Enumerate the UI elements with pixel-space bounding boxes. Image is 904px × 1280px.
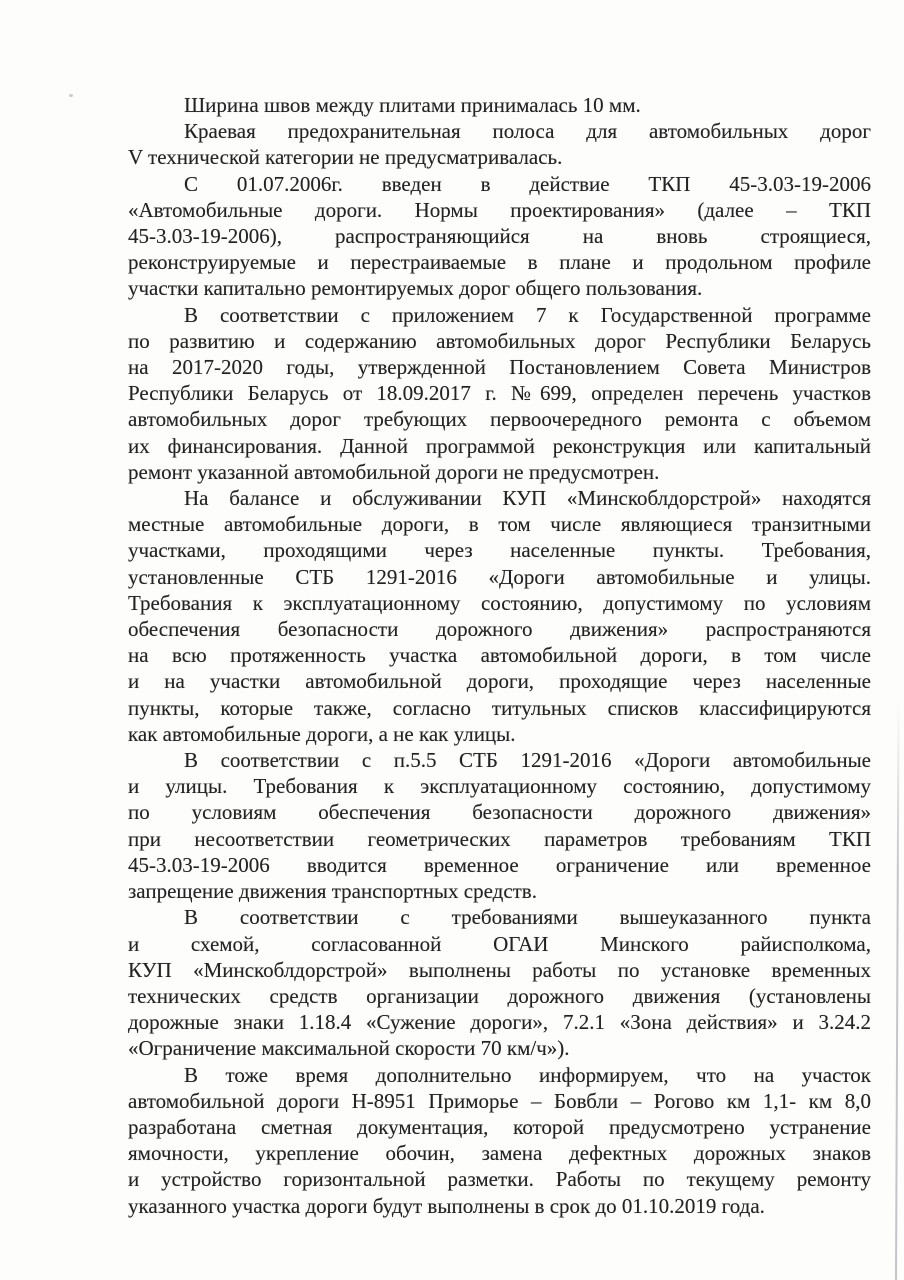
document-line: ремонт указанной автомобильной дороги не предусмотрен. [128, 459, 660, 484]
document-line: указанного участка дороги будут выполнены в срок до 01.10.2019 года. [128, 1193, 765, 1218]
document-text [128, 92, 871, 1219]
document-line: установленные СТБ 1291-2016 «Дороги автомобильные и улицы. [128, 564, 871, 589]
document-line: обеспечения безопасности дорожного движения» распространяются [128, 617, 871, 642]
document-line: запрещение движения транспортных средств. [128, 879, 537, 904]
document-line: автомобильных дорог требующих первоочередного ремонта с объемом [128, 407, 871, 432]
document-line: и устройство горизонтальной разметки. Работы по текущему ремонту [128, 1167, 871, 1192]
scan-speck [69, 94, 73, 97]
document-line: На балансе и обслуживании КУП «Минскоблдорстрой» находятся [184, 486, 871, 511]
document-line: автомобильной дороги Н-8951 Приморье – Бовбли – Рогово км 1,1- км 8,0 [128, 1088, 871, 1113]
document-line: на всю протяженность участка автомобильной дороги, в том числе [128, 643, 871, 668]
document-line: «Ограничение максимальной скорости 70 км/ч»). [128, 1036, 570, 1061]
document-line: В соответствии с требованиями вышеуказанного пункта [184, 905, 871, 930]
document-line: С 01.07.2006г. введен в действие ТКП 45-3.03-19-2006 [184, 171, 871, 196]
document-line: КУП «Минскоблдорстрой» выполнены работы по установке временных [128, 957, 871, 982]
document-line: разработана сметная документация, которой предусмотрено устранение [128, 1114, 871, 1139]
document-line: по развитию и содержанию автомобильных дорог Республики Беларусь [128, 328, 871, 353]
document-line: пункты, которые также, согласно титульных списков классифицируются [128, 695, 871, 720]
document-line: В соответствии с п.5.5 СТБ 1291-2016 «Дороги автомобильные [184, 748, 871, 773]
document-line: 45-3.03-19-2006 вводится временное ограничение или временное [128, 852, 871, 877]
document-line: ямочности, укрепление обочин, замена дефектных дорожных знаков [128, 1141, 871, 1166]
document-line: Требования к эксплуатационному состоянию, допустимому по условиям [128, 590, 871, 615]
document-line: В соответствии с приложением 7 к Государственной программе [184, 302, 871, 327]
document-line: 45-3.03-19-2006), распространяющийся на вновь строящиеся, [128, 224, 871, 249]
document-line: и на участки автомобильной дороги, проходящие через населенные [128, 669, 871, 694]
document-line: V технической категории не предусматривалась. [128, 145, 563, 170]
document-line: Республики Беларусь от 18.09.2017 г. №699, определен перечень участков [128, 381, 871, 406]
document-line: при несоответствии геометрических параметров требованиям ТКП [128, 826, 871, 851]
scan-artifact-line [895, 700, 900, 1280]
document-line: «Автомобильные дороги. Нормы проектирования» (далее – ТКП [128, 197, 871, 222]
document-line: Краевая предохранительная полоса для автомобильных дорог [184, 119, 871, 144]
document-line: участки капитально ремонтируемых дорог общего пользования. [128, 276, 703, 301]
document-line: по условиям обеспечения безопасности дорожного движения» [128, 800, 871, 825]
document-line: их финансирования. Данной программой реконструкция или капитальный [128, 433, 871, 458]
document-line: и схемой, согласованной ОГАИ Минского райисполкома, [128, 931, 871, 956]
document-line: участками, проходящими через населенные пункты. Требования, [128, 538, 871, 563]
document-line: как автомобильные дороги, а не как улицы. [128, 721, 516, 746]
document-line: технических средств организации дорожного движения (установлены [128, 983, 871, 1008]
document-line: В тоже время дополнительно информируем, что на участок [184, 1062, 871, 1087]
document-line: на 2017-2020 годы, утвержденной Постановлением Совета Министров [128, 355, 871, 380]
document-line: дорожные знаки 1.18.4 «Сужение дороги», 7.2.1 «Зона действия» и 3.24.2 [128, 1010, 871, 1035]
document-line: местные автомобильные дороги, в том числе являющиеся транзитными [128, 512, 871, 537]
document-line: и улицы. Требования к эксплуатационному состоянию, допустимому [128, 774, 871, 799]
document-line: реконструируемые и перестраиваемые в плане и продольном профиле [128, 250, 871, 275]
document-line: Ширина швов между плитами принималась 10 мм. [184, 93, 641, 117]
